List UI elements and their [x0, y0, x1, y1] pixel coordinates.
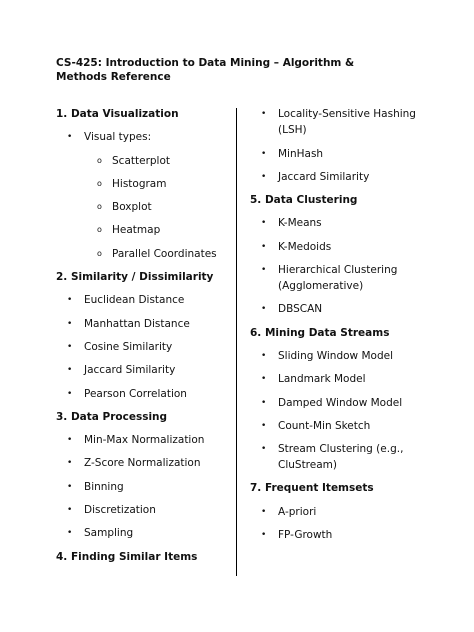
document-title: CS-425: Introduction to Data Mining – Algorithm & Methods Reference	[56, 57, 355, 83]
section-heading-frequent-itemsets: 7. Frequent Itemsets	[250, 482, 374, 495]
list-item: • Locality-Sensitive Hashing (LSH)	[250, 106, 445, 138]
section-list-data-clustering	[250, 215, 445, 317]
section-list-data-visualization	[56, 129, 231, 261]
list-item: • Sliding Window Model	[250, 348, 445, 364]
list-item: • DBSCAN	[250, 301, 445, 317]
section-heading-data-processing: 3. Data Processing	[56, 410, 168, 423]
section-list-finding-similar-items	[250, 106, 445, 185]
list-item: • Count-Min Sketch	[250, 418, 445, 434]
list-item: • Discretization	[56, 502, 231, 518]
list-item: • Pearson Correlation	[56, 386, 231, 402]
list-item: • Damped Window Model	[250, 395, 445, 411]
sub-list-item: o Histogram	[56, 176, 231, 192]
section-heading-similarity: 2. Similarity / Dissimilarity	[56, 271, 214, 284]
sub-list-item: o Scatterplot	[56, 153, 231, 169]
section-list-mining-data-streams	[250, 348, 445, 473]
right-column	[250, 106, 445, 550]
list-item: • Cosine Similarity	[56, 339, 231, 355]
list-item: • Euclidean Distance	[56, 292, 231, 308]
list-item: • A-priori	[250, 504, 445, 520]
section-list-frequent-itemsets	[250, 504, 445, 543]
section-heading-data-clustering: 5. Data Clustering	[250, 194, 358, 207]
list-item: • Jaccard Similarity	[56, 362, 231, 378]
list-item: • MinHash	[250, 146, 445, 162]
list-item: • Z-Score Normalization	[56, 455, 231, 471]
list-item: • Visual types:	[56, 129, 231, 145]
list-item: • Binning	[56, 479, 231, 495]
list-item: • Min-Max Normalization	[56, 432, 231, 448]
list-item: • K-Medoids	[250, 239, 445, 255]
sub-list-item: o Heatmap	[56, 222, 231, 238]
section-heading-mining-data-streams: 6. Mining Data Streams	[250, 326, 390, 339]
section-heading-finding-similar-items: 4. Finding Similar Items	[56, 550, 198, 563]
list-item: • Sampling	[56, 525, 231, 541]
section-list-data-processing	[56, 432, 231, 541]
list-item: • Manhattan Distance	[56, 316, 231, 332]
list-item: • Hierarchical Clustering (Agglomerative)	[250, 262, 445, 294]
section-heading-data-visualization: 1. Data Visualization	[56, 108, 179, 120]
section-list-similarity	[56, 292, 231, 401]
list-item: • K-Means	[250, 215, 445, 231]
sub-list-item: o Boxplot	[56, 199, 231, 215]
sub-list-item: o Parallel Coordinates	[56, 246, 231, 262]
left-column	[56, 106, 231, 565]
list-item: • FP-Growth	[250, 527, 445, 543]
column-divider	[236, 108, 237, 576]
list-item: • Landmark Model	[250, 371, 445, 387]
list-item: • Stream Clustering (e.g., CluStream)	[250, 441, 445, 473]
list-item: • Jaccard Similarity	[250, 169, 445, 185]
